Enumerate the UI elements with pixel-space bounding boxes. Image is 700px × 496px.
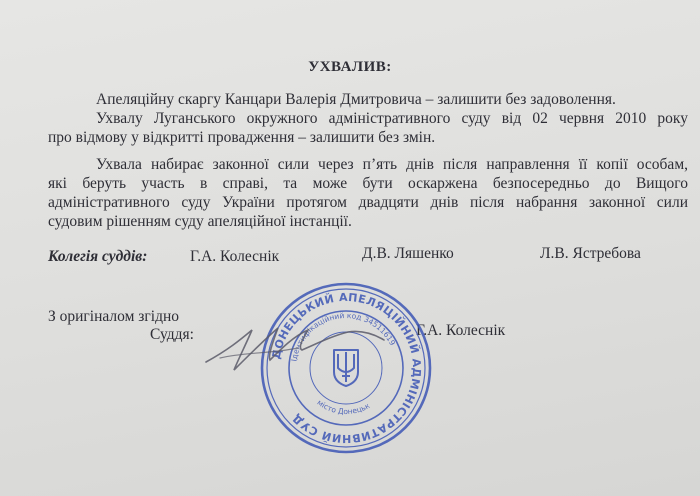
svg-text:місто Донецьк [315, 398, 371, 416]
judge-name-3: Л.В. Ястребова [540, 245, 641, 262]
paragraph-ruling-line1: Ухвалу Луганського окружного адміністративного суду від 02 червня 2010 року [96, 110, 688, 127]
paragraph-effect-line3: адміністративного суду України протягом двадцяти днів після набрання законної сили [48, 194, 688, 211]
judge-signature [198, 300, 398, 390]
judge-name-2: Д.В. Ляшенко [362, 245, 454, 262]
judge-name-1: Г.А. Колеснік [190, 248, 280, 265]
certification-line: З оригіналом згідно [48, 308, 180, 325]
paragraph-effect-line4: судовим рішенням суду апеляційної інстанції. [48, 213, 352, 230]
decision-heading: УХВАЛИВ: [308, 59, 392, 75]
paragraph-appeal: Апеляційну скаргу Канцари Валерія Дмитровича – залишити без задоволення. [96, 91, 616, 108]
paragraph-effect-line1: Ухвала набирає законної сили через п’ять днів після направлення її копії особам, [96, 156, 688, 173]
certification-judge-name: Г.А. Колеснік [416, 322, 506, 339]
seal-city-text: місто Донецьк [315, 397, 372, 417]
paragraph-effect-line2: які беруть участь в справі, та може бути оскаржена безпосередньо до Вищого [48, 175, 688, 192]
seal-outer-text: ДОНЕЦЬКИЙ АПЕЛЯЦІЙНИЙ АДМІНІСТРАТИВНИЙ СУД [269, 290, 424, 446]
paragraph-ruling-line2: про відмову у відкритті провадження – залишити без змін. [48, 129, 436, 146]
judges-panel-label: Колегія суддів: [48, 248, 148, 265]
certification-judge-label: Суддя: [150, 326, 194, 343]
seal-inner-text: Ідентифікаційний код 34511619 [289, 310, 398, 363]
